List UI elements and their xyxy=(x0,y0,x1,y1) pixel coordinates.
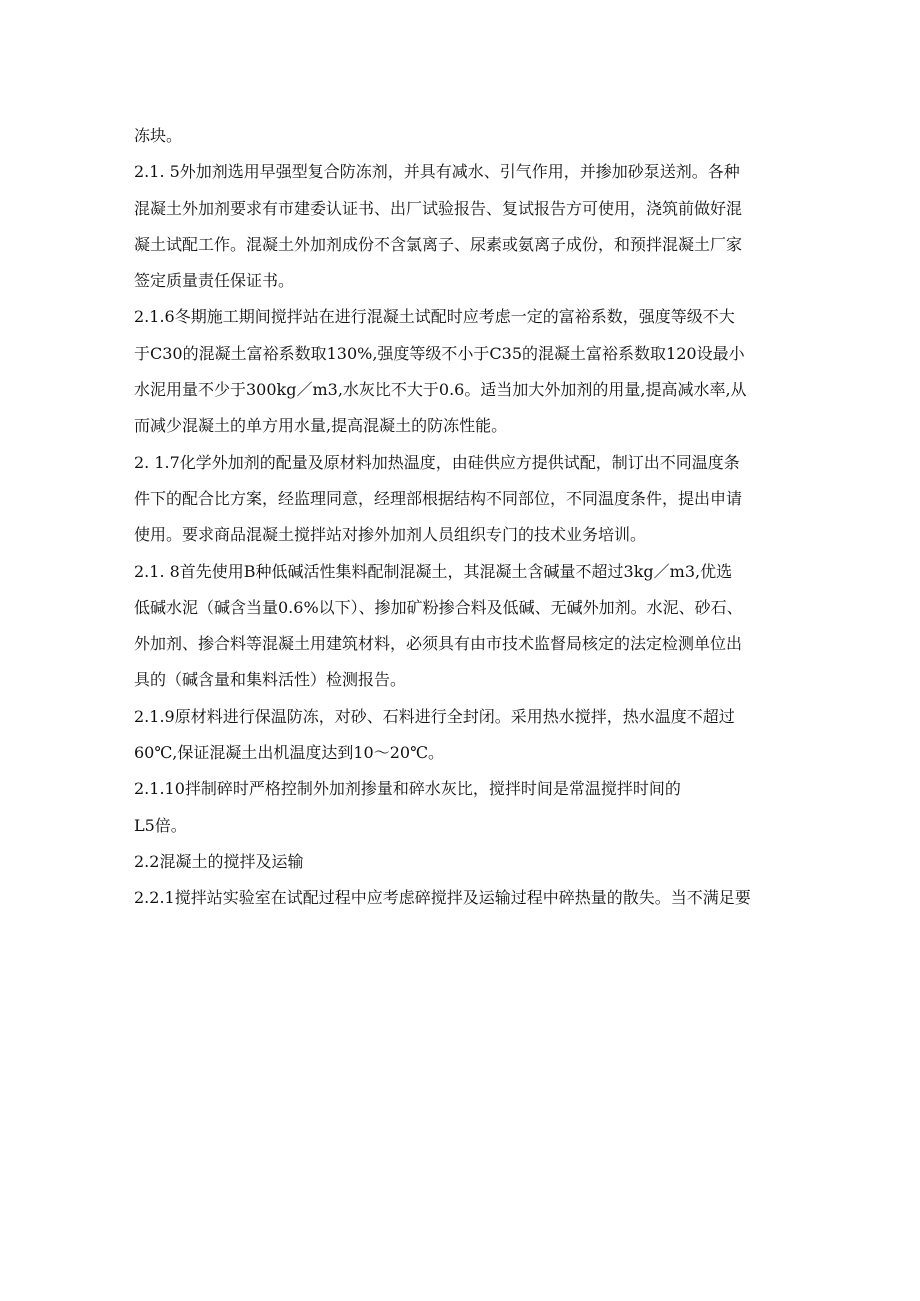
paragraph-2-1-10-continued: L5倍。 xyxy=(134,815,187,835)
paragraph-2-1-6: 2.1.6冬期施工期间搅拌站在进行混凝土试配时应考虑一定的富裕系数，强度等级不大 于C30的混凝土富裕系数取130%,强度等级不小于C35的混凝土富裕系数取120设最小 水泥用量不少于300kg／m3,水灰比不大于0.6。适当加大外加剂的用量,提高减水率,从 而减少混凝土的单方用水量,提高混凝土的防冻性能。 xyxy=(134,307,747,436)
paragraph-2-1-5: 2.1. 5外加剂选用早强型复合防冻剂，并具有减水、引气作用，并掺加砂泵送剂。各种 混凝土外加剂要求有市建委认证书、出厂试验报告、复试报告方可使用，浇筑前做好混 凝土试配工作。混凝土外加剂成份不含氯离子、尿素或氨离子成份，和预拌混凝土厂家 签定质量责任保证书。 xyxy=(134,162,743,291)
paragraph-2-1-8: 2.1. 8首先使用B种低碱活性集料配制混凝土，其混凝土含碱量不超过3kg／m3,优选 低碱水泥（碱含当量0.6%以下）、掺加矿粉掺合料及低碱、无碱外加剂。水泥、砂石、 外加剂、掺合料等混凝土用建筑材料，必须具有由市技术监督局核定的法定检测单位出 具的（碱含量和集料活性）检测报告。 xyxy=(134,561,743,690)
paragraph-2-1-7: 2. 1.7化学外加剂的配量及原材料加热温度，由硅供应方提供试配，制订出不同温度条 件下的配合比方案，经监理同意，经理部根据结构不同部位，不同温度条件，提出申请 使用。要求商品混凝土搅拌站对掺外加剂人员组织专门的技术业务培训。 xyxy=(134,452,743,545)
paragraph-2-1-9: 2.1.9原材料进行保温防冻，对砂、石料进行全封闭。采用热水搅拌，热水温度不超过 60℃,保证混凝土出机温度达到10～20℃。 xyxy=(134,706,735,763)
document-body xyxy=(134,118,804,917)
paragraph-2-2-1: 2.2.1搅拌站实验室在试配过程中应考虑碎搅拌及运输过程中碎热量的散失。当不满足要 xyxy=(134,888,751,908)
section-heading-2-2: 2.2混凝土的搅拌及运输 xyxy=(134,851,304,871)
paragraph-frozen-blocks: 冻块。 xyxy=(134,126,183,145)
paragraph-2-1-10: 2.1.10拌制碎时严格控制外加剂掺量和碎水灰比，搅拌时间是常温搅拌时间的 xyxy=(134,779,681,799)
